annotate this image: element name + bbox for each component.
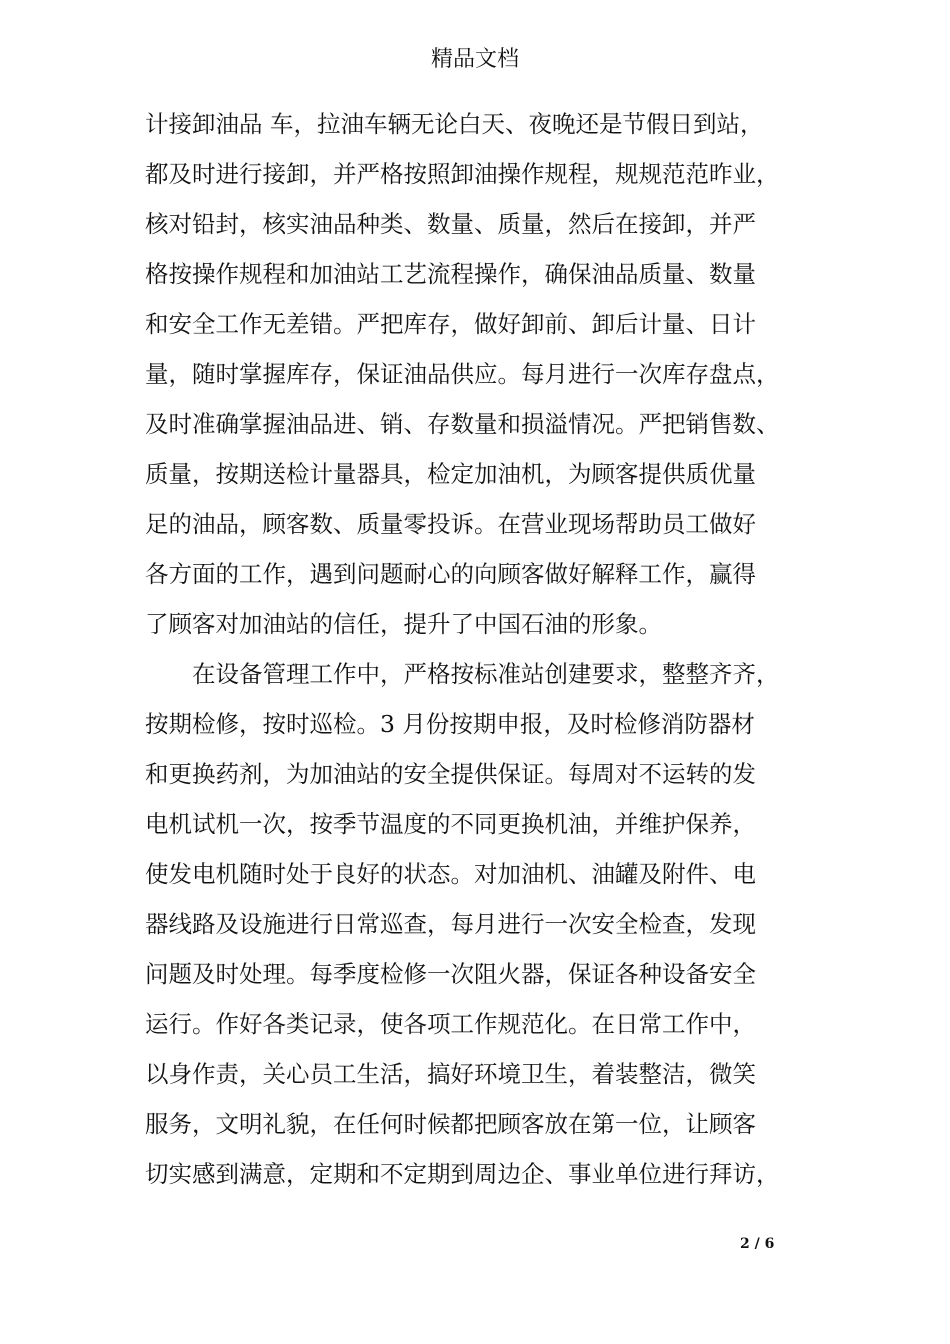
document-body — [145, 99, 810, 1199]
text-line: 服务，文明礼貌，在任何时候都把顾客放在第一位，让顾客 — [145, 1110, 756, 1138]
text-line: 切实感到满意，定期和不定期到周边企、事业单位进行拜访， — [145, 1160, 780, 1188]
text-line: 质量，按期送检计量器具，检定加油机，为顾客提供质优量 — [145, 460, 756, 488]
text-line: 按期检修，按时巡检。3 月份按期申报，及时检修消防器材 — [145, 710, 755, 738]
text-line: 问题及时处理。每季度检修一次阻火器，保证各种设备安全 — [145, 960, 756, 988]
text-line: 和安全工作无差错。严把库存，做好卸前、卸后计量、日计 — [145, 310, 756, 338]
text-line: 核对铅封，核实油品种类、数量、质量，然后在接卸，并严 — [145, 210, 756, 238]
text-line: 在设备管理工作中，严格按标准站创建要求，整整齐齐， — [145, 660, 780, 688]
text-line: 格按操作规程和加油站工艺流程操作，确保油品质量、数量 — [145, 260, 756, 288]
text-line: 都及时进行接卸，并严格按照卸油操作规程，规规范范昨业， — [145, 160, 780, 188]
text-line: 运行。作好各类记录，使各项工作规范化。在日常工作中， — [145, 1010, 756, 1038]
text-line: 量，随时掌握库存，保证油品供应。每月进行一次库存盘点， — [145, 360, 780, 388]
text-line: 计接卸油品 车，拉油车辆无论白天、夜晚还是节假日到站， — [145, 110, 764, 138]
text-line: 了顾客对加油站的信任，提升了中国石油的形象。 — [145, 610, 662, 638]
text-line: 使发电机随时处于良好的状态。对加油机、油罐及附件、电 — [145, 860, 756, 888]
text-line: 和更换药剂，为加油站的安全提供保证。每周对不运转的发 — [145, 760, 756, 788]
text-line: 及时准确掌握油品进、销、存数量和损溢情况。严把销售数、 — [145, 410, 780, 438]
text-line: 以身作责，关心员工生活，搞好环境卫生，着装整洁，微笑 — [145, 1060, 756, 1088]
text-line: 各方面的工作，遇到问题耐心的向顾客做好解释工作，赢得 — [145, 560, 756, 588]
text-line: 足的油品，顾客数、质量零投诉。在营业现场帮助员工做好 — [145, 510, 756, 538]
page-number: 2 / 6 — [740, 1236, 775, 1252]
text-line: 电机试机一次，按季节温度的不同更换机油，并维护保养， — [145, 810, 756, 838]
page-header-title: 精品文档 — [430, 47, 519, 72]
text-line: 器线路及设施进行日常巡查，每月进行一次安全检查，发现 — [145, 910, 756, 938]
